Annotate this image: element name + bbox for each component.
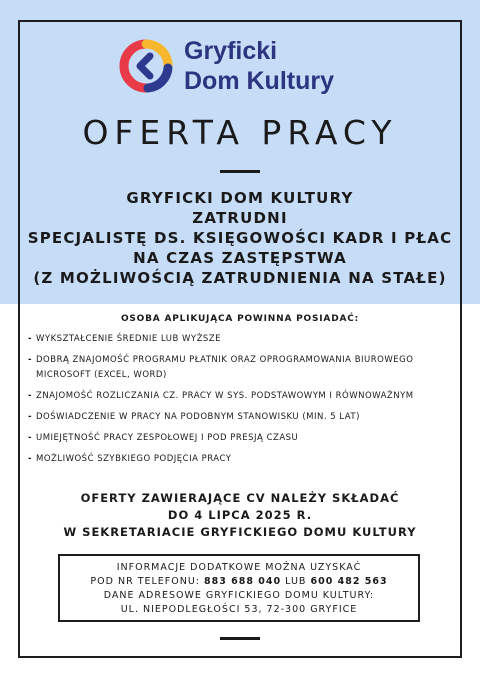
logo-text <box>184 36 334 96</box>
employer-line: (Z MOŻLIWOŚCIĄ ZATRUDNIENIA NA STAŁE) <box>33 269 447 287</box>
list-item <box>28 410 458 425</box>
requirement-text: MOŻLIWOŚĆ SZYBKIEGO PODJĘCIA PRACY <box>36 454 232 464</box>
logo-mark-icon <box>118 38 174 94</box>
bottom-divider <box>220 637 260 640</box>
phone-prefix: POD NR TELEFONU: <box>90 576 205 587</box>
requirements-list <box>28 332 458 473</box>
employer-block <box>20 188 460 288</box>
contact-line-3: DANE ADRESOWE GRYFICKIEGO DOMU KULTURY: <box>103 590 375 601</box>
submission-line: DO 4 LIPCA 2025 R. <box>167 508 313 522</box>
bullet-dash: - <box>28 355 33 365</box>
contact-box <box>58 554 420 622</box>
submission-info <box>20 490 460 541</box>
requirement-text: DOBRĄ ZNAJOMOŚĆ PROGRAMU PŁATNIK ORAZ OPROGRAMOWANIA BIUROWEGO MICROSOFT (EXCEL, WORD) <box>36 355 414 380</box>
title-divider <box>220 170 260 173</box>
requirement-text: DOŚWIADCZENIE W PRACY NA PODOBNYM STANOWISKU (MIN. 5 LAT) <box>36 412 360 422</box>
phone-number-2[interactable]: 600 482 563 <box>310 576 388 587</box>
requirement-text: UMIEJĘTNOŚĆ PRACY ZESPOŁOWEJ I POD PRESJĄ CZASU <box>36 433 299 443</box>
requirements-title: OSOBA APLIKUJĄCA POWINNA POSIADAĆ: <box>120 314 360 324</box>
bullet-dash: - <box>28 454 33 464</box>
logo-line-1: Gryficki <box>184 37 278 65</box>
requirement-text: WYKSZTAŁCENIE ŚREDNIE LUB WYŻSZE <box>36 334 221 344</box>
phone-separator: LUB <box>281 576 311 587</box>
bullet-dash: - <box>28 391 33 401</box>
contact-phone-line <box>60 575 418 589</box>
employer-line: NA CZAS ZASTĘPSTWA <box>133 249 347 267</box>
list-item <box>28 353 458 383</box>
contact-line-1: INFORMACJE DODATKOWE MOŻNA UZYSKAĆ <box>116 562 362 573</box>
list-item <box>28 332 458 347</box>
list-item <box>28 452 458 467</box>
logo <box>118 36 368 98</box>
employer-line: GRYFICKI DOM KULTURY <box>126 189 354 207</box>
employer-line: ZATRUDNI <box>192 209 288 227</box>
phone-number-1[interactable]: 883 688 040 <box>204 576 282 587</box>
bullet-dash: - <box>28 412 33 422</box>
submission-line: OFERTY ZAWIERAJĄCE CV NALEŻY SKŁADAĆ <box>80 491 400 505</box>
requirement-text: ZNAJOMOŚĆ ROZLICZANIA CZ. PRACY W SYS. PODSTAWOWYM I RÓWNOWAŻNYM <box>36 391 414 401</box>
list-item <box>28 431 458 446</box>
logo-line-2: Dom Kultury <box>184 67 334 95</box>
submission-line: W SEKRETARIACIE GRYFICKIEGO DOMU KULTURY <box>63 525 417 539</box>
contact-address: UL. NIEPODLEGŁOŚCI 53, 72-300 GRYFICE <box>120 604 358 615</box>
page-title: OFERTA PRACY <box>82 113 398 152</box>
bullet-dash: - <box>28 334 33 344</box>
bullet-dash: - <box>28 433 33 443</box>
list-item <box>28 389 458 404</box>
employer-line: SPECJALISTĘ DS. KSIĘGOWOŚCI KADR I PŁAC <box>27 229 453 247</box>
